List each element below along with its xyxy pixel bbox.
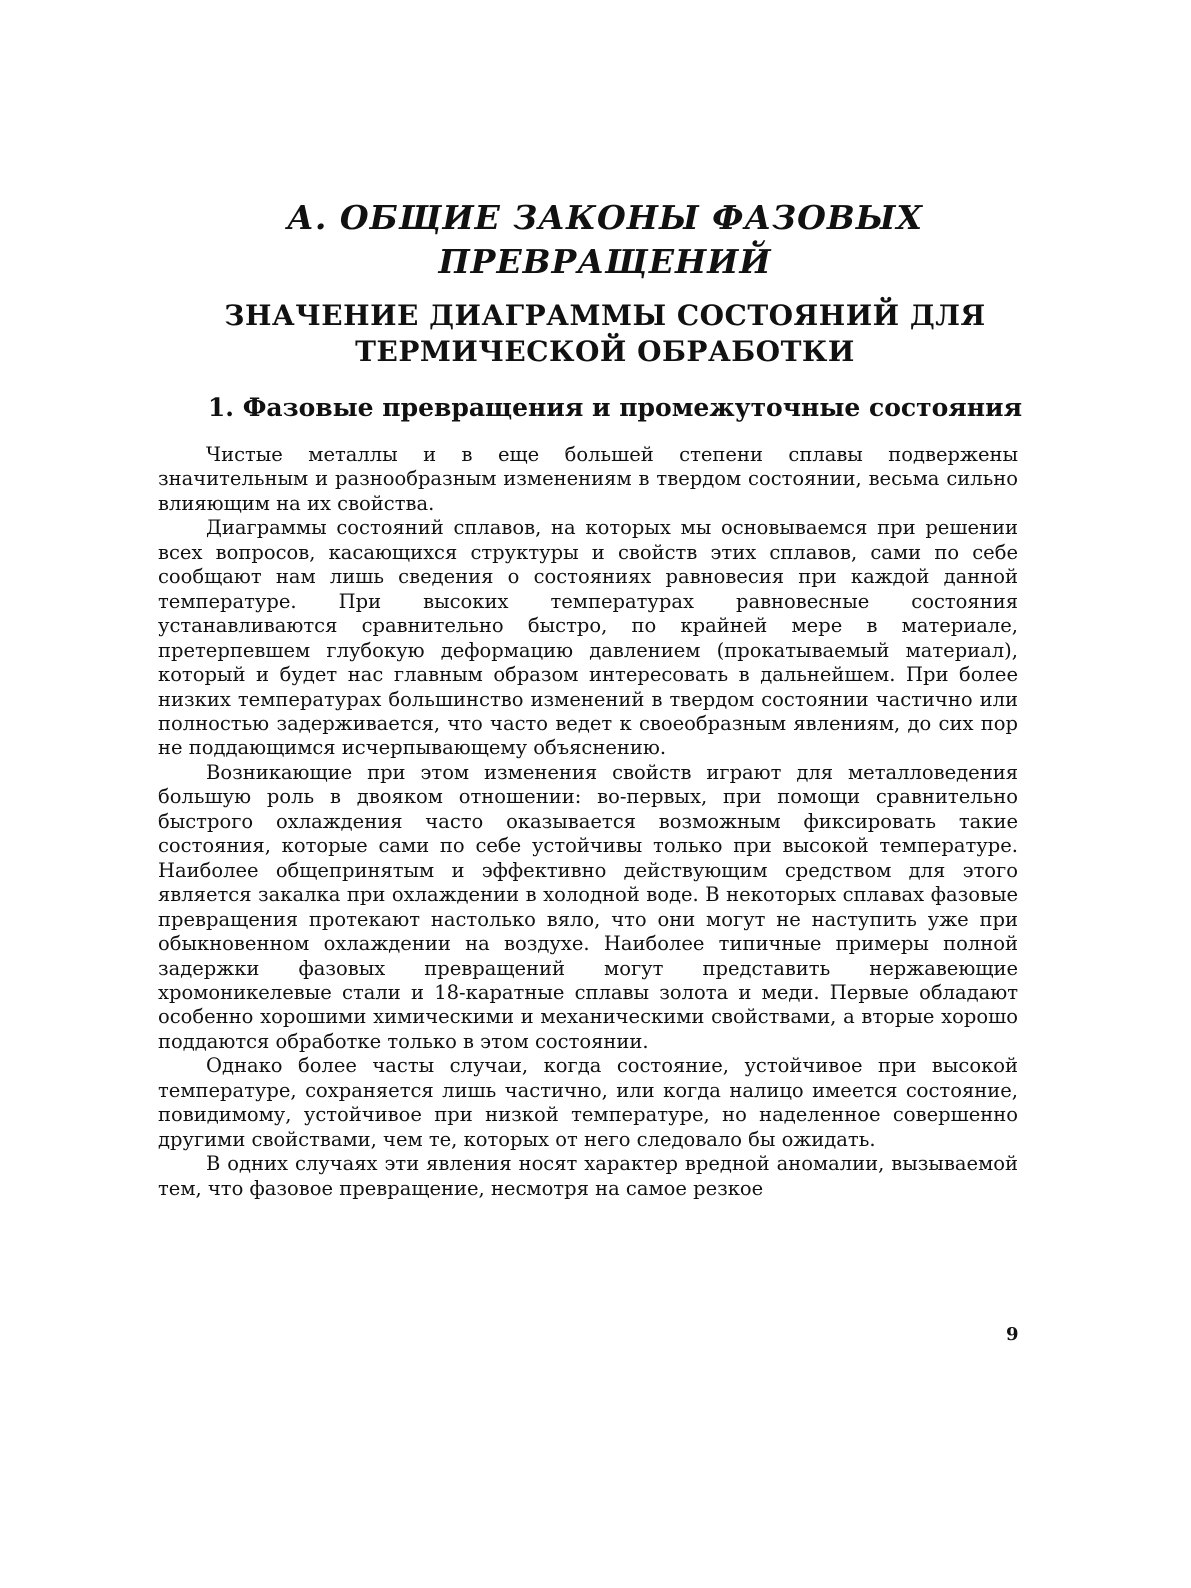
chapter-title: ЗНАЧЕНИЕ ДИАГРАММЫ СОСТОЯНИЙ ДЛЯ ТЕРМИЧЕСКОЙ ОБРАБОТКИ bbox=[224, 299, 986, 368]
page-number: 9 bbox=[1006, 1324, 1019, 1345]
part-title: А. ОБЩИЕ ЗАКОНЫ ФАЗОВЫХ ПРЕВРАЩЕНИЙ bbox=[287, 198, 923, 281]
paragraph: Однако более часты случаи, когда состояние, устойчивое при высокой температуре, сохраняется лишь частично, или когда налицо имеется состояние, повидимому, устойчивое при низкой температуре, но наделенное совершенно другими свойствами, чем те, которых от него следовало бы ожидать. bbox=[158, 1054, 1018, 1151]
section-title: 1. Фазовые превращения и промежуточные состояния bbox=[207, 393, 1023, 422]
paragraph: Диаграммы состояний сплавов, на которых мы основываемся при решении всех вопросов, касающихся структуры и свойств этих сплавов, сами по себе сообщают нам лишь сведения о состояниях равновесия при каждой данной температуре. При высоких температурах равновесные состояния устанавливаются сравнительно быстро, по крайней мере в материале, претерпевшем глубокую деформацию давлением (прокатываемый материал), который и будет нас главным образом интересовать в дальнейшем. При более низких температурах большинство изменений в твердом состоянии частично или полностью задерживается, что часто ведет к своеобразным явлениям, до сих пор не поддающимся исчерпывающему объяснению. bbox=[158, 516, 1018, 760]
paragraph: Чистые металлы и в еще большей степени сплавы подвержены значительным и разнообразным изменениям в твердом состоянии, весьма сильно влияющим на их свойства. bbox=[158, 443, 1018, 515]
paragraph: Возникающие при этом изменения свойств играют для металловедения большую роль в двояком отношении: во-первых, при помощи сравнительно быстрого охлаждения часто оказывается возможным фиксировать такие состояния, которые сами по себе устойчивы только при высокой температуре. Наиболее общепринятым и эффективно действующим средством для этого является закалка при охлаждении в холодной воде. В некоторых сплавах фазовые превращения протекают настолько вяло, что они могут не наступить уже при обыкновенном охлаждении на воздухе. Наиболее типичные примеры полной задержки фазовых превращений могут представить нержавеющие хромоникелевые стали и 18-каратные сплавы золота и меди. Первые обладают особенно хорошими химическими и механическими свойствами, а вторые хорошо поддаются обработке только в этом состоянии. bbox=[158, 760, 1018, 1053]
body-text bbox=[158, 443, 1018, 1201]
paragraph: В одних случаях эти явления носят характер вредной аномалии, вызываемой тем, что фазовое превращение, несмотря на самое резкое bbox=[158, 1152, 1018, 1200]
